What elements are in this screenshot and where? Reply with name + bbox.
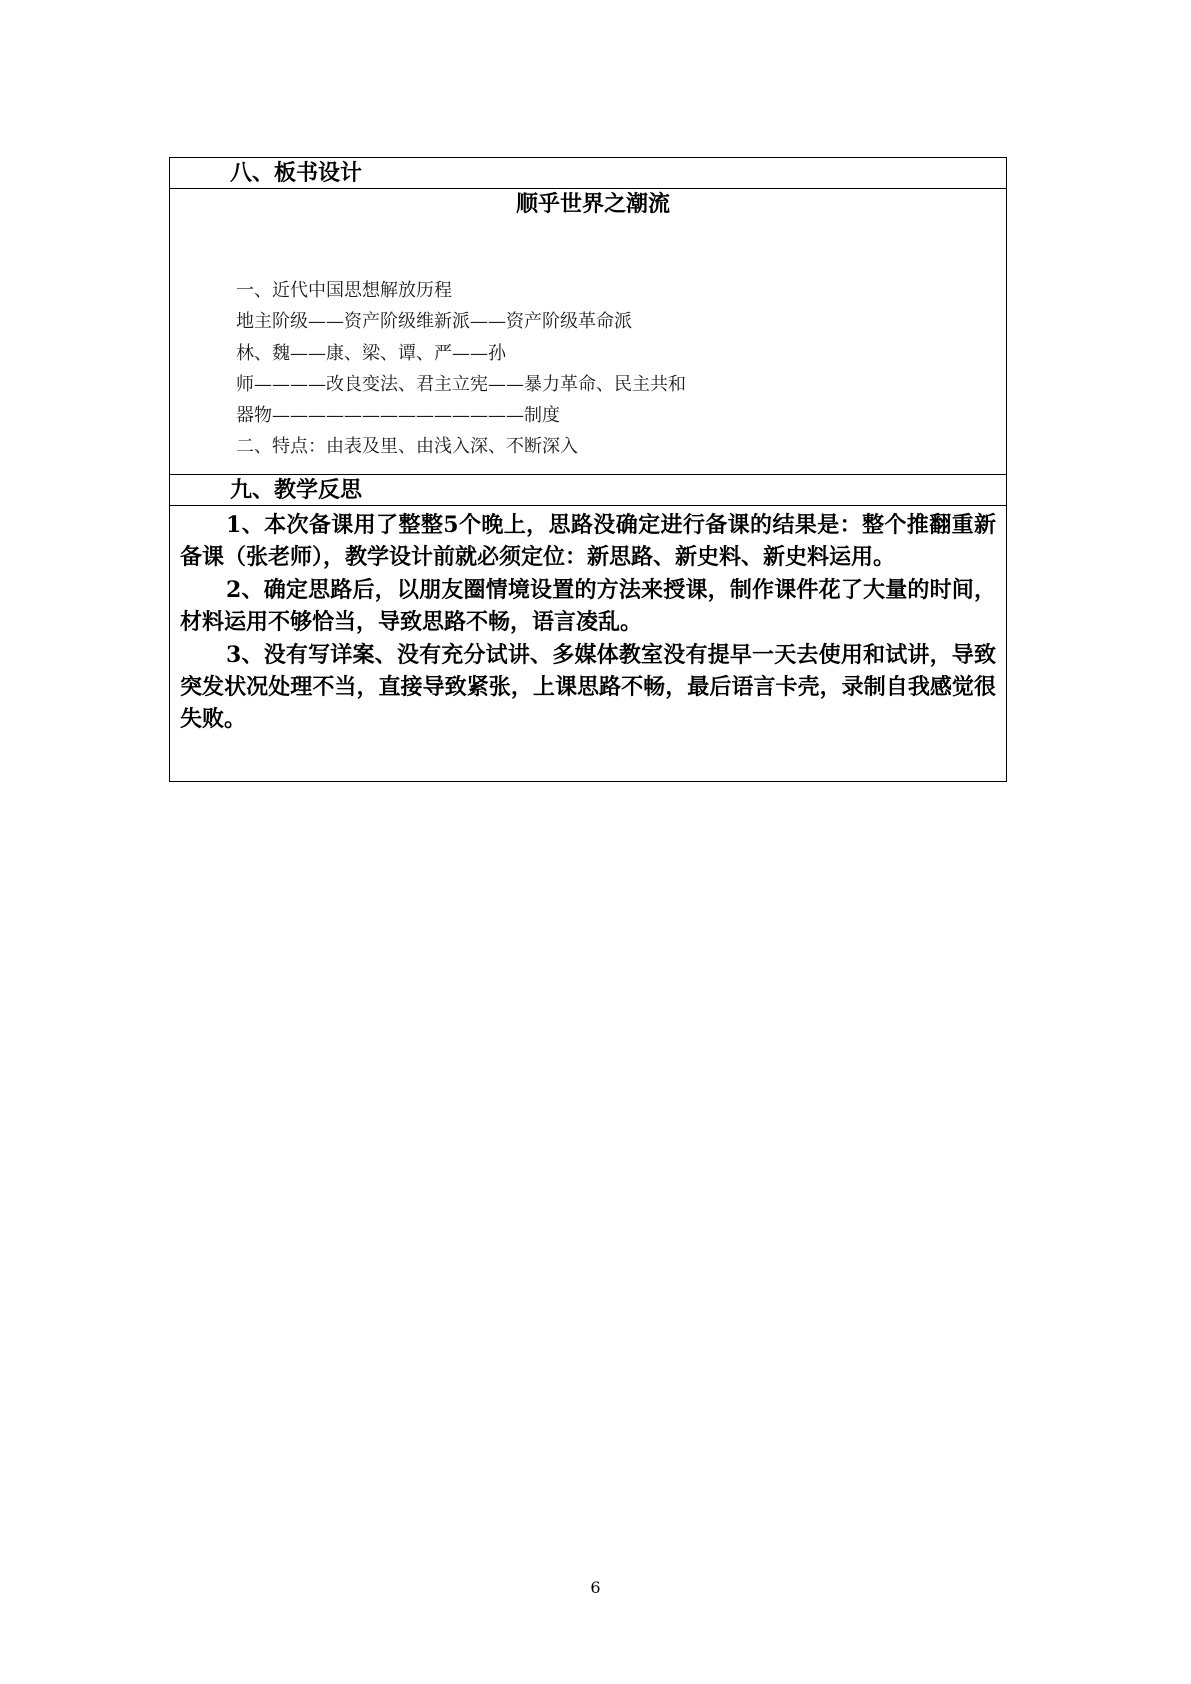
board-lines — [170, 275, 1006, 463]
reflection-paragraph: 3、没有写详案、没有充分试讲、多媒体教室没有提早一天去使用和试讲，导致突发状况处理不当，直接导致紧张，上课思路不畅，最后语言卡壳，录制自我感觉很失败。 — [180, 642, 996, 732]
board-line: 一、近代中国思想解放历程 — [236, 280, 452, 301]
board-line: 二、特点：由表及里、由浅入深、不断深入 — [236, 436, 578, 458]
board-line: 师————改良变法、君主立宪——暴力革命、民主共和 — [236, 373, 686, 395]
reflection-row — [170, 506, 1007, 782]
reflection-paragraph: 2、确定思路后，以朋友圈情境设置的方法来授课，制作课件花了大量的时间，材料运用不够恰当，导致思路不畅，语言凌乱。 — [180, 577, 996, 635]
lesson-plan-table — [169, 157, 1007, 782]
board-design-cell — [170, 189, 1007, 475]
section9-heading: 九、教学反思 — [170, 475, 1007, 506]
reflection-body — [170, 506, 1006, 735]
page-number: 6 — [590, 1578, 601, 1597]
board-line: 林、魏——康、梁、谭、严——孙 — [236, 342, 506, 364]
section9-heading-row — [170, 475, 1007, 506]
section8-heading: 八、板书设计 — [170, 158, 1007, 189]
board-line: 器物——————————————制度 — [236, 405, 560, 427]
board-design-row — [170, 189, 1007, 475]
reflection-cell — [170, 506, 1007, 782]
board-title: 顺乎世界之潮流 — [515, 191, 670, 217]
section8-heading-row — [170, 158, 1007, 189]
reflection-paragraph: 1、本次备课用了整整5个晚上，思路没确定进行备课的结果是：整个推翻重新备课（张老师），教学设计前就必须定位：新思路、新史料、新史料运用。 — [180, 512, 996, 570]
board-line: 地主阶级——资产阶级维新派——资产阶级革命派 — [236, 311, 632, 333]
